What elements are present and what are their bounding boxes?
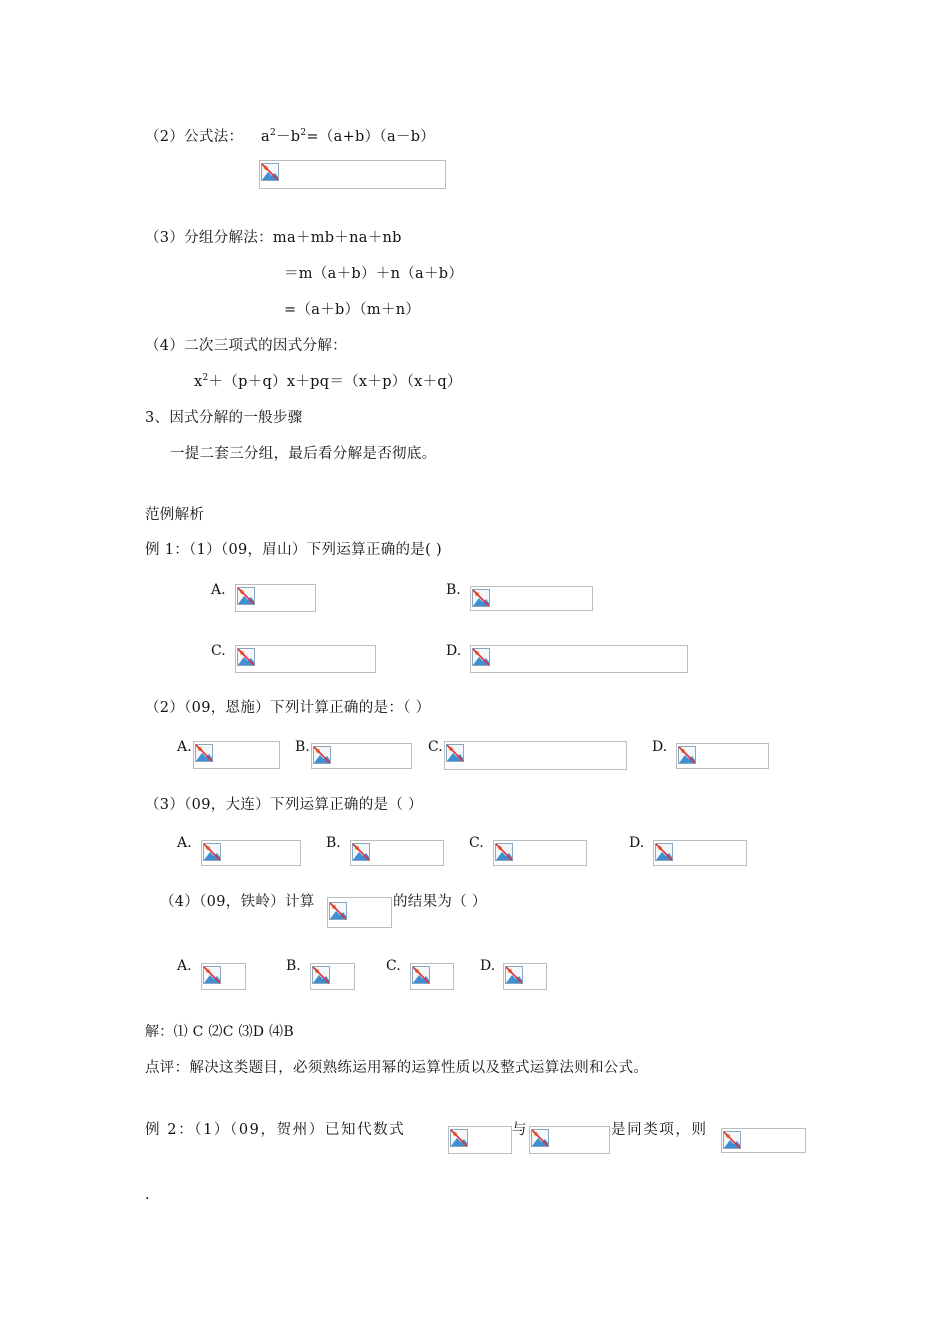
broken-image-icon bbox=[472, 589, 490, 607]
broken-image-icon bbox=[203, 966, 221, 984]
formula-2-equation: $a^2-b^2=(a+b)(a-b)$ bbox=[261, 128, 436, 145]
q4-option-d-image bbox=[503, 963, 547, 990]
q2-option-b-image bbox=[311, 743, 412, 769]
q1-option-c-image bbox=[235, 645, 376, 673]
q3-option-b-image bbox=[350, 840, 444, 866]
q2-option-a-image bbox=[193, 741, 280, 769]
broken-image-icon bbox=[723, 1131, 741, 1149]
comment-line: 点评：解决这类题目，必须熟练运用幂的运算性质以及整式运算法则和公式。 bbox=[145, 1060, 649, 1076]
formula-3-line3: =（a＋b）（m＋n） bbox=[284, 302, 421, 318]
broken-image-icon bbox=[203, 843, 221, 861]
formula-3-line1: （3）分组分解法：ma＋mb＋na＋nb bbox=[145, 230, 402, 246]
q4-option-a-label: A. bbox=[177, 958, 192, 974]
ex2-expression-1-image bbox=[448, 1126, 512, 1154]
q2-option-d-label: D. bbox=[652, 739, 668, 755]
q2-option-d-image bbox=[676, 743, 769, 769]
q3-option-b-label: B. bbox=[326, 835, 341, 851]
q2-option-b-label: B. bbox=[295, 739, 310, 755]
steps-heading: 3、因式分解的一般步骤 bbox=[145, 410, 303, 426]
formula-2-label: （2）公式法： bbox=[145, 129, 244, 145]
q4-option-c-label: C. bbox=[386, 958, 401, 974]
q3-option-d-image bbox=[653, 840, 747, 866]
q3-option-c-image bbox=[493, 840, 587, 866]
example-2-mid: 是同类项，则 bbox=[611, 1122, 708, 1138]
broken-image-icon bbox=[261, 163, 279, 181]
q3-option-c-label: C. bbox=[469, 835, 484, 851]
q4-option-b-label: B. bbox=[286, 958, 301, 974]
broken-image-icon bbox=[472, 648, 490, 666]
broken-image-icon bbox=[195, 744, 213, 762]
broken-image-icon bbox=[237, 648, 255, 666]
example-2-end: . bbox=[145, 1187, 150, 1203]
example-1-question-2: （2）（09，恩施）下列计算正确的是：（ ） bbox=[145, 700, 431, 716]
ex2-result-image bbox=[721, 1128, 806, 1153]
broken-image-icon bbox=[412, 966, 430, 984]
example-1-question-3: （3）（09，大连）下列运算正确的是（ ） bbox=[145, 797, 423, 813]
broken-image-icon bbox=[531, 1129, 549, 1147]
example-1-question-4-tail: 的结果为（ ） bbox=[393, 894, 487, 910]
q2-option-a-label: A. bbox=[177, 739, 192, 755]
q3-option-a-image bbox=[201, 840, 301, 866]
broken-image-icon bbox=[352, 843, 370, 861]
q1-option-d-image bbox=[470, 645, 688, 673]
broken-image-icon bbox=[313, 746, 331, 764]
q4-option-a-image bbox=[201, 963, 246, 990]
q3-option-d-label: D. bbox=[629, 835, 645, 851]
broken-image-icon bbox=[450, 1129, 468, 1147]
broken-image-icon bbox=[237, 587, 255, 605]
q1-option-b-label: B. bbox=[446, 582, 461, 598]
q1-option-d-label: D. bbox=[446, 643, 462, 659]
q4-option-d-label: D. bbox=[480, 958, 496, 974]
formula-4-equation: $x^2+(p+q)x+pq=(x+p)(x+q)$ bbox=[194, 373, 462, 390]
broken-image-icon bbox=[495, 843, 513, 861]
q1-option-a-image bbox=[235, 584, 316, 612]
broken-image-icon bbox=[505, 966, 523, 984]
q4-option-c-image bbox=[410, 963, 454, 990]
steps-text: 一提二套三分组，最后看分解是否彻底。 bbox=[170, 446, 437, 462]
broken-image-icon bbox=[329, 902, 347, 920]
broken-image-icon bbox=[678, 746, 696, 764]
example-2-prefix: 例 2：（1）（09，贺州）已知代数式 bbox=[145, 1122, 406, 1138]
q4-expression-image bbox=[327, 897, 392, 928]
q2-option-c-image bbox=[444, 741, 627, 770]
answer-line: 解：⑴ C ⑵C ⑶D ⑷B bbox=[145, 1024, 294, 1040]
formula-3-line2: ＝m（a＋b）＋n（a＋b） bbox=[284, 266, 464, 282]
formula-image bbox=[259, 160, 446, 189]
ex2-expression-2-image bbox=[529, 1126, 610, 1154]
q2-option-c-label: C. bbox=[428, 739, 443, 755]
section-title: 范例解析 bbox=[145, 507, 205, 523]
broken-image-icon bbox=[655, 843, 673, 861]
example-1-question-1: 例 1：（1）（09，眉山）下列运算正确的是( ) bbox=[145, 542, 442, 558]
q4-option-b-image bbox=[310, 963, 355, 990]
q1-option-c-label: C. bbox=[211, 643, 226, 659]
q1-option-a-label: A. bbox=[211, 582, 226, 598]
q3-option-a-label: A. bbox=[177, 835, 192, 851]
broken-image-icon bbox=[446, 744, 464, 762]
q1-option-b-image bbox=[470, 586, 593, 611]
broken-image-icon bbox=[312, 966, 330, 984]
example-2-and: 与 bbox=[512, 1122, 527, 1138]
example-1-question-4: （4）（09，铁岭）计算 bbox=[160, 894, 315, 910]
formula-4-label: （4）二次三项式的因式分解： bbox=[145, 338, 347, 354]
